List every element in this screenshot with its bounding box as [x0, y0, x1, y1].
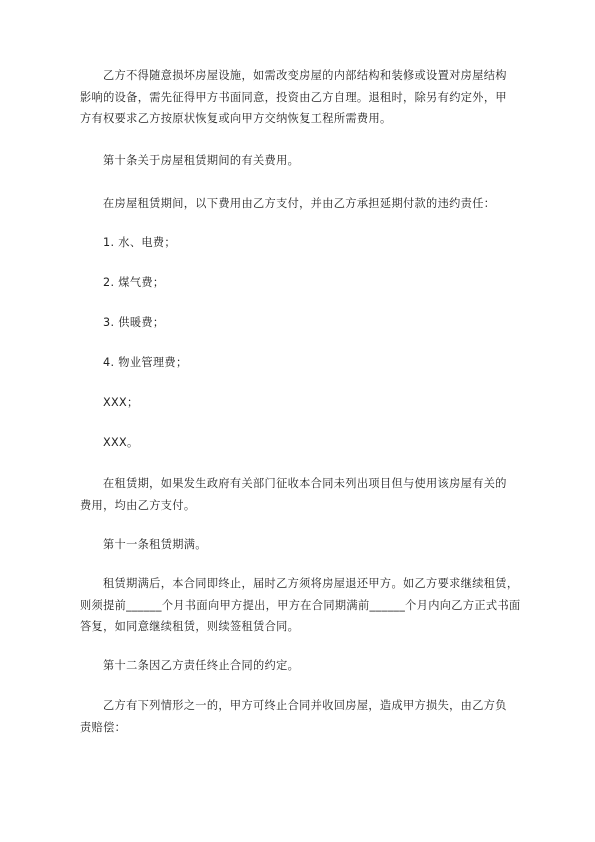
- list-item-heating: [103, 312, 503, 334]
- text-line: 在租赁期，如果发生政府有关部门征收本合同未列出项目但与使用该房屋有关的: [103, 477, 507, 490]
- text-line: 2. 煤气费；: [103, 276, 165, 289]
- text-line: 1. 水、电费；: [103, 236, 176, 249]
- text-line: 影响的设备，需先征得甲方书面同意，投资由乙方自理。退租时，除另有约定外，甲: [80, 90, 507, 104]
- text-line: 则须提前______个月书面向甲方提出，甲方在合同期满前______个月内向乙方正式书面: [80, 598, 521, 612]
- paragraph-facility-clause: [80, 65, 507, 130]
- section-heading-article-10: [103, 150, 503, 172]
- paragraph-lease-expiry: [80, 573, 521, 638]
- list-item-placeholder-1: [103, 392, 503, 414]
- paragraph-government-fees: [80, 473, 507, 516]
- text-line: XXX；: [103, 396, 139, 409]
- text-line: 责赔偿：: [80, 720, 127, 734]
- text-line: 第十一条租赁期满。: [103, 538, 207, 551]
- text-line: 4. 物业管理费；: [103, 356, 188, 369]
- text-line: 答复，如同意继续租赁，则续签租赁合同。: [80, 620, 300, 633]
- text-line: 方有权要求乙方按原状恢复或向甲方交纳恢复工程所需费用。: [80, 112, 392, 125]
- list-item-gas: [103, 272, 503, 294]
- text-line: 费用，均由乙方支付。: [80, 498, 196, 512]
- text-line: XXX。: [103, 436, 139, 449]
- list-item-water-electricity: [103, 232, 503, 254]
- text-line: 乙方有下列情形之一的，甲方可终止合同并收回房屋，造成甲方损失，由乙方负: [103, 699, 507, 712]
- section-heading-article-11: [103, 534, 503, 556]
- paragraph-fees-intro: [103, 193, 503, 215]
- text-line: 租赁期满后，本合同即终止，届时乙方须将房屋退还甲方。如乙方要求继续租赁，: [103, 577, 519, 590]
- list-item-property-management: [103, 352, 503, 374]
- text-line: 第十二条因乙方责任终止合同的约定。: [103, 659, 300, 672]
- paragraph-termination-conditions: [80, 695, 507, 738]
- text-line: 乙方不得随意损坏房屋设施，如需改变房屋的内部结构和装修或设置对房屋结构: [103, 69, 507, 82]
- section-heading-article-12: [103, 655, 503, 677]
- list-item-placeholder-2: [103, 432, 503, 454]
- text-line: 在房屋租赁期间，以下费用由乙方支付，并由乙方承担延期付款的违约责任：: [103, 197, 496, 210]
- text-line: 第十条关于房屋租赁期间的有关费用。: [103, 154, 300, 167]
- text-line: 3. 供暖费；: [103, 316, 165, 329]
